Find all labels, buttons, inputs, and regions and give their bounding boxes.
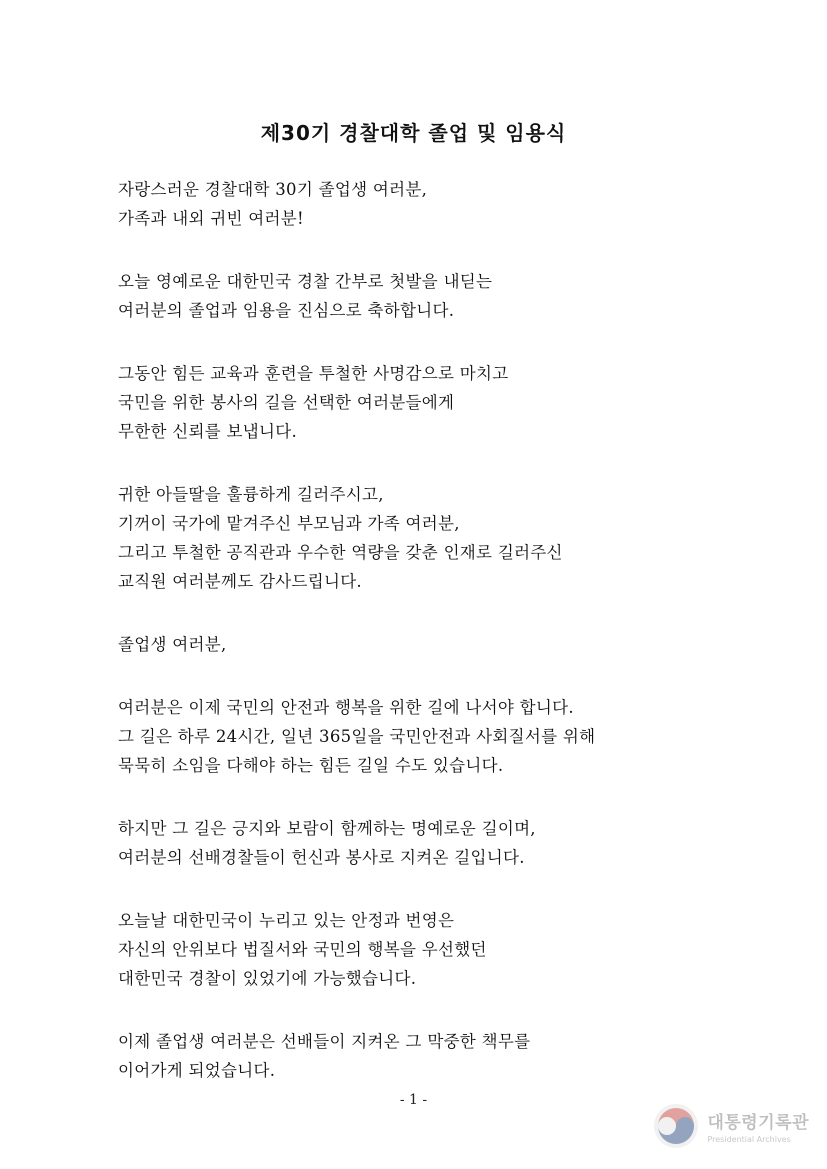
text-line: 묵묵히 소임을 다해야 하는 힘든 길일 수도 있습니다. — [118, 756, 504, 775]
text-line: 오늘날 대한민국이 누리고 있는 안정과 번영은 — [118, 911, 455, 930]
text-line: 무한한 신뢰를 보냅니다. — [118, 422, 298, 441]
watermark-text — [707, 1108, 809, 1144]
text-line: 국민을 위한 봉사의 길을 선택한 여러분들에게 — [118, 393, 455, 412]
document-body — [118, 175, 738, 1119]
paragraph — [118, 693, 738, 780]
document-title: 제30기 경찰대학 졸업 및 임용식 — [260, 121, 567, 145]
paragraph — [118, 359, 738, 446]
text-line: 기꺼이 국가에 맡겨주신 부모님과 가족 여러분, — [118, 514, 460, 533]
text-line: 그리고 투철한 공직관과 우수한 역량을 갖춘 인재로 길러주신 — [118, 543, 563, 562]
text-line: 여러분의 졸업과 임용을 진심으로 축하합니다. — [118, 301, 455, 320]
paragraph — [118, 630, 738, 659]
text-line: 자신의 안위보다 법질서와 국민의 행복을 우선했던 — [118, 940, 487, 959]
paragraph — [118, 175, 738, 233]
watermark-subtitle: Presidential Archives — [707, 1135, 791, 1144]
text-line: 가족과 내외 귀빈 여러분! — [118, 209, 304, 228]
text-line: 졸업생 여러분, — [118, 635, 227, 654]
text-line: 하지만 그 길은 긍지와 보람이 함께하는 명예로운 길이며, — [118, 819, 536, 838]
text-line: 여러분은 이제 국민의 안전과 행복을 위한 길에 나서야 합니다. — [118, 698, 574, 717]
paragraph — [118, 906, 738, 993]
paragraph — [118, 1027, 738, 1085]
text-line: 오늘 영예로운 대한민국 경찰 간부로 첫발을 내딛는 — [118, 272, 493, 291]
taegeuk-logo-icon — [653, 1103, 699, 1149]
text-line: 이어가게 되었습니다. — [118, 1061, 276, 1080]
text-line: 자랑스러운 경찰대학 30기 졸업생 여러분, — [118, 180, 428, 199]
archive-watermark — [653, 1103, 809, 1149]
text-line: 귀한 아들딸을 훌륭하게 길러주시고, — [118, 485, 384, 504]
watermark-name: 대통령기록관 — [707, 1113, 809, 1133]
text-line: 교직원 여러분께도 감사드립니다. — [118, 572, 362, 591]
page-number: - 1 - — [399, 1092, 428, 1108]
text-line: 이제 졸업생 여러분은 선배들이 지켜온 그 막중한 책무를 — [118, 1032, 531, 1051]
paragraph — [118, 480, 738, 596]
text-line: 여러분의 선배경찰들이 헌신과 봉사로 지켜온 길입니다. — [118, 848, 525, 867]
text-line: 그 길은 하루 24시간, 일년 365일을 국민안전과 사회질서를 위해 — [118, 727, 596, 746]
text-line: 대한민국 경찰이 있었기에 가능했습니다. — [118, 969, 417, 988]
text-line: 그동안 힘든 교육과 훈련을 투철한 사명감으로 마치고 — [118, 364, 509, 383]
paragraph — [118, 267, 738, 325]
paragraph — [118, 814, 738, 872]
